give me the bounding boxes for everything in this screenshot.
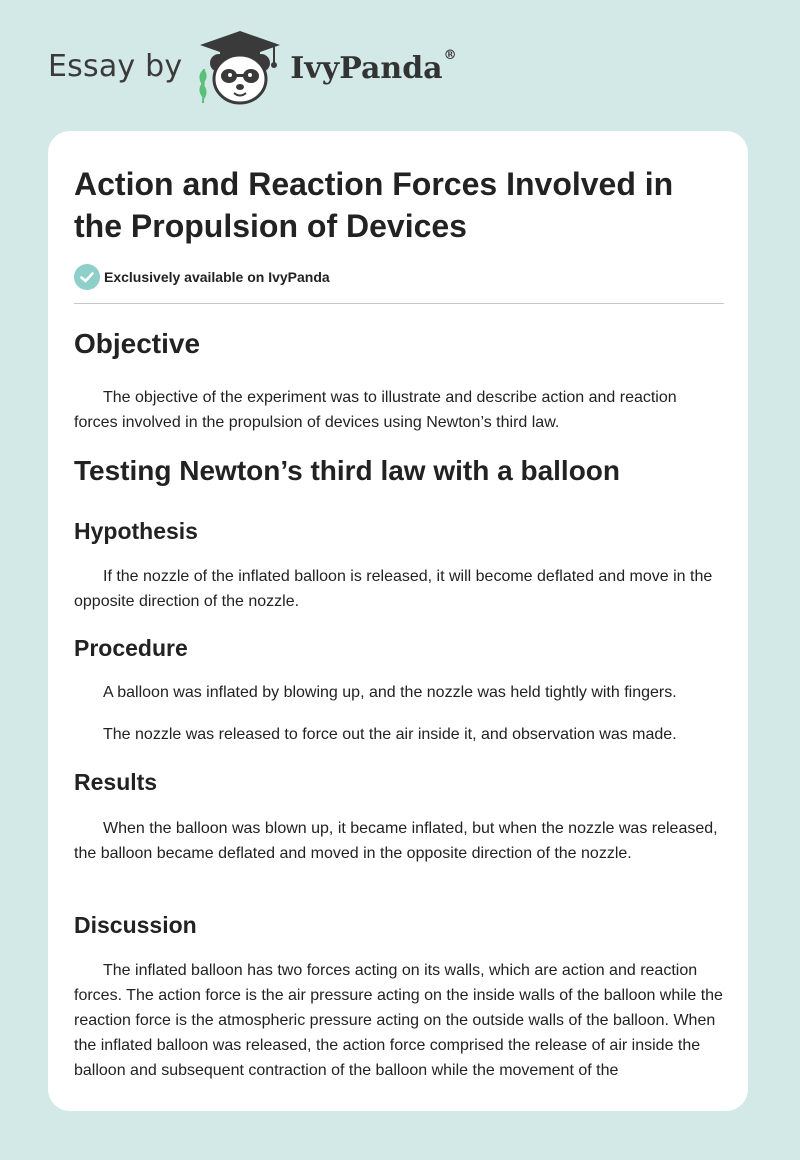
discussion-heading: Discussion <box>74 912 197 938</box>
brand-text: IvyPanda <box>290 50 443 86</box>
hypothesis-paragraph: If the nozzle of the inflated balloon is released, it will become deflated and move in the opposite direction of the nozzle. <box>74 568 713 610</box>
hypothesis-heading: Hypothesis <box>74 518 198 544</box>
testing-heading: Testing Newton’s third law with a balloon <box>74 455 621 486</box>
brand-name[interactable] <box>290 47 457 86</box>
page-title: Action and Reaction Forces Involved in the Propulsion of Devices <box>74 166 674 244</box>
procedure-heading: Procedure <box>74 635 188 661</box>
divider <box>74 303 724 304</box>
site-header <box>48 28 457 108</box>
procedure-paragraph-2: The nozzle was released to force out the air inside it, and observation was made. <box>103 726 677 743</box>
ivypanda-logo-icon[interactable] <box>194 29 286 107</box>
essay-card <box>48 131 748 1111</box>
objective-paragraph: The objective of the experiment was to illustrate and describe action and reaction forces involved in the propulsion of devices using Newton’s third law. <box>74 389 677 431</box>
exclusive-badge <box>74 264 330 290</box>
check-circle-icon <box>74 264 100 290</box>
exclusive-badge-label: Exclusively available on IvyPanda <box>104 269 330 285</box>
registered-mark: ® <box>443 47 457 63</box>
essay-by-label: Essay by <box>48 48 183 84</box>
procedure-paragraph-1: A balloon was inflated by blowing up, and the nozzle was held tightly with fingers. <box>103 684 677 701</box>
results-paragraph: When the balloon was blown up, it became inflated, but when the nozzle was released, the balloon became deflated and moved in the opposite direction of the nozzle. <box>74 820 718 862</box>
objective-heading: Objective <box>74 328 201 359</box>
discussion-paragraph: The inflated balloon has two forces acting on its walls, which are action and reaction forces. The action force is the air pressure acting on the inside walls of the balloon while the reaction force is the atmospheric pressure acting on the outside walls of the balloon. When the inflated balloon was released, the action force comprised the release of air inside the balloon and subsequent contraction of the balloon while the movement of the <box>74 962 723 1079</box>
results-heading: Results <box>74 769 158 795</box>
